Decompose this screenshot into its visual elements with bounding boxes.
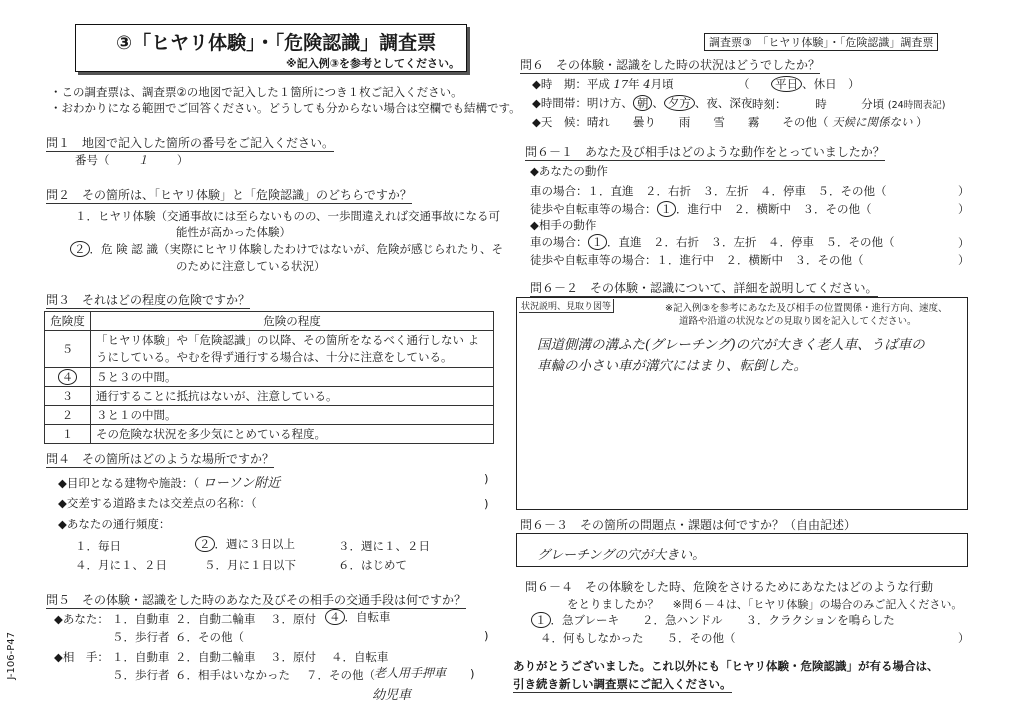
- month-value: 4: [643, 77, 651, 91]
- q4-landmark: ◆目印となる建物や施設：（ ローソン附近: [58, 476, 281, 491]
- q4-landmark-value: ローソン附近: [202, 476, 281, 491]
- q5-other-opt3[interactable]: ３．原付: [270, 650, 316, 664]
- col-risk-degree: 危険の程度: [91, 312, 494, 331]
- q5-you-opt2[interactable]: ２．自動二輪車: [175, 612, 256, 626]
- q1-heading: 問１ 地図で記入した箇所の番号をご記入ください。: [46, 136, 335, 150]
- q1-answer: 番号（ １ ）: [75, 153, 189, 167]
- q6-2-tag: 状況説明、見取り図等: [519, 299, 614, 313]
- q6-period: ◆時 期：平成 17年 4月頃: [532, 77, 674, 91]
- q6-1-you-car[interactable]: 車の場合：１．直進 ２．右折 ３．左折 ４．停車 ５．その他（: [530, 184, 887, 198]
- page-title: ③「ヒヤリ体験」・「危険認識」調査票: [116, 32, 437, 54]
- table-row[interactable]: ５ 「ヒヤリ体験」や「危険認識」の以降、その箇所をなるべく通行しない ようにしている。やむを得ず通行する場合は、十分に注意をしている。: [45, 331, 494, 368]
- q6-1-heading: 問６－１ あなた及び相手はどのような動作をとっていましたか？: [525, 145, 885, 159]
- table-row[interactable]: １ その危険な状況を多少気にとめている程度。: [45, 425, 494, 444]
- q5-you-opt1[interactable]: １．自動車: [112, 612, 170, 626]
- q6-2-text-2: 車輪の小さい車が溝穴にはまり、転倒した。: [537, 358, 807, 374]
- risk-table: [44, 311, 494, 444]
- col-risk-level: 危険度: [45, 312, 91, 331]
- q6-2-text-1: 国道側溝の溝ふた(グレーチング)の穴が大きく老人車、うば車の: [537, 337, 925, 353]
- q5-heading: 問５ その体験・認識をした時のあなた及びその相手の交通手段は何ですか？: [46, 593, 467, 607]
- q2-heading: 問２ その箇所は、「ヒヤリ体験」と「危険認識」のどちらですか？: [46, 188, 412, 202]
- q6-2-note-1: ※記入例③を参考にあなた及び相手の位置関係・進行方向、速度、: [665, 303, 948, 314]
- freq-option-3[interactable]: ３．週に１、２日: [338, 539, 430, 553]
- q6-1-other-label: ◆相手の動作: [530, 218, 597, 232]
- freq-option-6[interactable]: ６．はじめて: [338, 558, 407, 572]
- q6-2-answer-box[interactable]: [516, 297, 968, 510]
- q4-frequency-label: ◆あなたの通行頻度：: [58, 517, 171, 531]
- circled-mark: １: [657, 201, 677, 217]
- q1-number-value: １: [137, 153, 149, 167]
- thanks-line-1: ありがとうございました。これ以外にも「ヒヤリ体験・危険認識」が有る場合は、: [513, 659, 939, 673]
- year-value: 17: [613, 77, 629, 91]
- q5-other-opt5[interactable]: ５．歩行者: [112, 668, 170, 682]
- q6-4-options-row-1[interactable]: １ ．急ブレーキ ２．急ハンドル ３．クラクションを鳴らした: [531, 612, 895, 628]
- q5-you-label: ◆あなた：: [54, 612, 109, 626]
- circled-mark: ２: [195, 536, 215, 552]
- q6-1-other-car[interactable]: 車の場合： １ ．直進 ２．右折 ３．左折 ４．停車 ５．その他（: [530, 235, 895, 249]
- q6-2-note-2: 道路や沿道の状況などの見取り図を記入してください。: [679, 316, 917, 327]
- circled-mark: ４: [58, 369, 78, 385]
- circled-mark: １: [588, 234, 608, 250]
- q6-4-heading-cont: をとりましたか？ ※問６－４は、「ヒヤリ体験」の場合のみご記入ください。: [567, 597, 963, 611]
- q5-other-opt1[interactable]: １．自動車: [112, 650, 170, 664]
- freq-option-4[interactable]: ４．月に１、２日: [75, 558, 167, 572]
- q5-other-value: 老人用手押車: [374, 666, 447, 680]
- circled-mark: 朝: [633, 95, 653, 111]
- q5-other-opt4[interactable]: ４．自転車: [331, 650, 389, 664]
- q6-day-type: （ 平日 、休日 ）: [738, 77, 860, 91]
- q4-road: ◆交差する道路または交差点の名称：（: [58, 496, 257, 510]
- q6-1-other-walk[interactable]: 徒歩や自転車等の場合：１．進行中 ２．横断中 ３．その他（: [530, 253, 864, 267]
- q6-1-you-label: ◆あなたの動作: [530, 164, 608, 178]
- q6-heading: 問６ その体験・認識をした時の状況はどうでしたか？: [520, 58, 821, 72]
- corner-tag: 調査票③ 「ヒヤリ体験」・「危険認識」調査票: [704, 33, 938, 51]
- intro-line-2: ・おわかりになる範囲でご回答ください。どうしても分からない場合は空欄でも結構です。: [50, 101, 521, 115]
- q6-2-heading: 問６－２ その体験・認識について、詳細を説明してください。: [530, 281, 878, 295]
- freq-option-5[interactable]: ５．月に１日以下: [204, 558, 296, 572]
- q5-you-opt6[interactable]: ６．その他（: [175, 630, 244, 644]
- title-note: ※記入例③を参考としてください。: [286, 57, 461, 70]
- weather-value: 天候に関係ない: [832, 115, 913, 129]
- q5-other-label: ◆相 手：: [54, 650, 109, 664]
- q6-4-options-row-2[interactable]: ４．何もしなかった ５．その他（: [540, 631, 736, 645]
- circled-mark: ２: [70, 241, 90, 257]
- table-row[interactable]: ２ ３と１の中間。: [45, 406, 494, 425]
- table-row[interactable]: ３ 通行することに抵抗はないが、注意している。: [45, 387, 494, 406]
- freq-option-2[interactable]: ２ ．週に３日以上: [195, 536, 295, 552]
- q5-other-opt6[interactable]: ６．相手はいなかった: [175, 668, 290, 682]
- table-header-row: [45, 312, 494, 331]
- q6-time-band: ◆時間帯：明け方、 朝 、 夕方 、夜、深夜: [532, 96, 753, 110]
- q6-clock: 時刻： 時 分頃 (24時間表記): [752, 97, 946, 111]
- q3-heading: 問３ それはどの程度の危険ですか？: [46, 293, 251, 307]
- q5-other-opt7[interactable]: ７．その他（: [306, 668, 375, 682]
- q5-you-opt3[interactable]: ３．原付: [270, 612, 316, 626]
- q5-other-value-2: 幼児車: [372, 688, 412, 703]
- q5-other-opt2[interactable]: ２．自動二輪車: [175, 650, 256, 664]
- circled-mark: １: [531, 612, 551, 628]
- side-label: J-106-P47: [6, 632, 17, 680]
- circled-mark: 平日: [771, 76, 802, 92]
- table-row[interactable]: ４ ５と３の中間。: [45, 368, 494, 387]
- q2-option-2-cont: のために注意している状況）: [176, 259, 326, 273]
- freq-option-1[interactable]: １．毎日: [75, 539, 121, 553]
- q6-weather: ◆天 候：晴れ 曇り 雨 雪 霧 その他（ 天候に関係ない ）: [532, 115, 928, 129]
- q2-option-1[interactable]: １．ヒヤリ体験（交通事故には至らないものの、一歩間違えれば交通事故になる可: [75, 209, 501, 223]
- thanks-line-2: 引き続き新しい調査票にご記入ください。: [513, 677, 732, 691]
- q2-option-2[interactable]: ２ ．危 険 認 識（実際にヒヤリ体験したわけではないが、危険が感じられたり、そ: [70, 241, 503, 257]
- q5-you-opt4[interactable]: ４ ．自転車: [325, 609, 391, 625]
- intro-line-1: ・この調査票は、調査票②の地図で記入した１箇所につき１枚ご記入ください。: [50, 85, 463, 99]
- q4-heading: 問４ その箇所はどのような場所ですか？: [46, 452, 275, 466]
- q5-you-opt5[interactable]: ５．歩行者: [112, 630, 170, 644]
- circled-mark: ４: [325, 609, 345, 625]
- q6-1-you-walk[interactable]: 徒歩や自転車等の場合： １ ．進行中 ２．横断中 ３．その他（: [530, 202, 872, 216]
- circled-mark: 夕方: [664, 95, 695, 111]
- q6-3-heading: 問６－３ その箇所の問題点・課題は何ですか？（自由記述）: [520, 518, 857, 532]
- q2-option-1-cont: 能性が高かった体験）: [176, 225, 291, 239]
- q6-3-answer-box[interactable]: [516, 533, 968, 567]
- q6-4-heading: 問６－４ その体験をした時、危険をさけるためにあなたはどのような行動: [525, 580, 934, 594]
- q6-3-text: グレーチングの穴が大きい。: [537, 548, 706, 563]
- title-box: [75, 24, 467, 72]
